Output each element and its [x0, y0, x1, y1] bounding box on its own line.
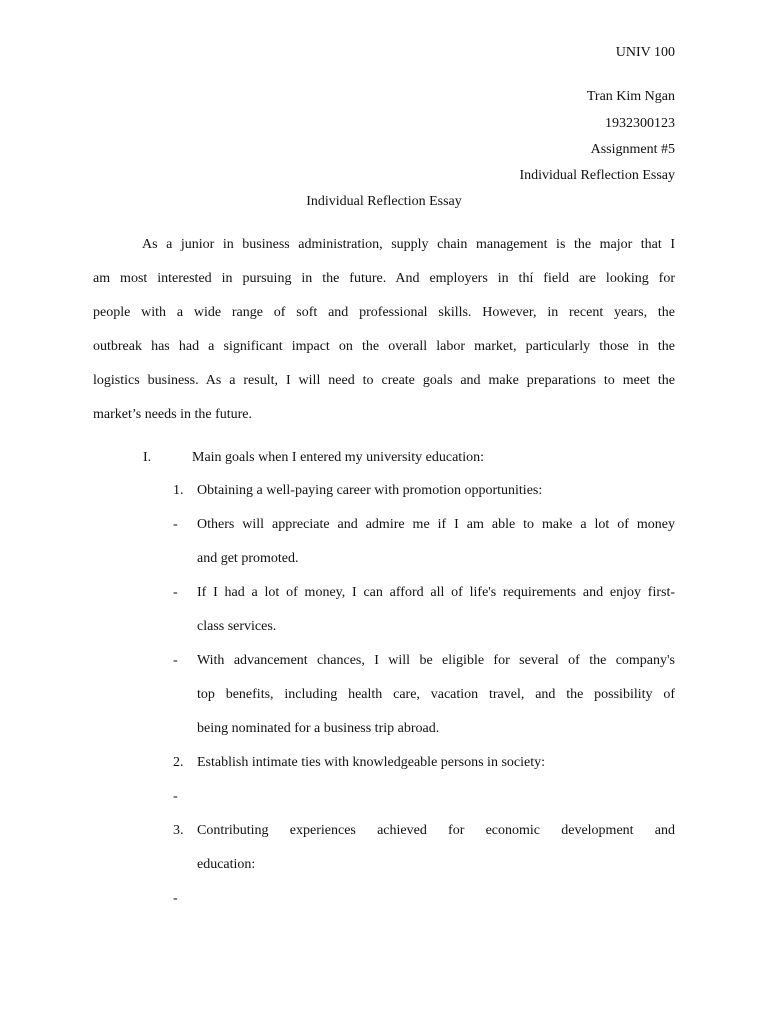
bullet-marker: - — [173, 891, 178, 906]
goal-title: Establish intimate ties with knowledgeable persons in society: — [197, 755, 545, 770]
bullet-marker: - — [173, 653, 178, 668]
bullet-line: and get promoted. — [197, 551, 299, 566]
goal-title: Contributing experiences achieved for economic development and — [197, 823, 675, 838]
student-id: 1932300123 — [605, 116, 675, 131]
essay-type: Individual Reflection Essay — [519, 168, 675, 183]
course-code: UNIV 100 — [615, 45, 675, 60]
goal-title: Obtaining a well-paying career with promotion opportunities: — [197, 483, 543, 498]
list-number: 3. — [173, 823, 184, 838]
bullet-line: Others will appreciate and admire me if I am able to make a lot of money — [197, 517, 675, 532]
section-numeral: I. — [143, 450, 152, 465]
assignment-number: Assignment #5 — [590, 142, 675, 157]
bullet-line: class services. — [197, 619, 277, 634]
bullet-marker: - — [173, 789, 178, 804]
bullet-line: If I had a lot of money, I can afford all of life's requirements and enjoy first- — [197, 585, 675, 600]
bullet-line: top benefits, including health care, vacation travel, and the possibility of — [197, 687, 675, 702]
paragraph-line: outbreak has had a significant impact on the overall labor market, particularly those in the — [93, 339, 675, 354]
goal-title-continued: education: — [197, 857, 256, 872]
paragraph-line: logistics business. As a result, I will need to create goals and make preparations to meet the — [93, 373, 675, 388]
bullet-marker: - — [173, 517, 178, 532]
paragraph-line: As a junior in business administration, supply chain management is the major that I — [142, 237, 675, 252]
bullet-marker: - — [173, 585, 178, 600]
section-heading: Main goals when I entered my university education: — [192, 450, 484, 465]
paragraph-line: am most interested in pursuing in the future. And employers in thí field are looking for — [93, 271, 675, 286]
paragraph-line: market’s needs in the future. — [93, 407, 253, 422]
list-number: 1. — [173, 483, 184, 498]
list-number: 2. — [173, 755, 184, 770]
bullet-line: With advancement chances, I will be eligible for several of the company's — [197, 653, 675, 668]
student-name: Tran Kim Ngan — [586, 89, 675, 104]
essay-title: Individual Reflection Essay — [306, 194, 462, 209]
bullet-line: being nominated for a business trip abroad. — [197, 721, 440, 736]
paragraph-line: people with a wide range of soft and professional skills. However, in recent years, the — [93, 305, 675, 320]
